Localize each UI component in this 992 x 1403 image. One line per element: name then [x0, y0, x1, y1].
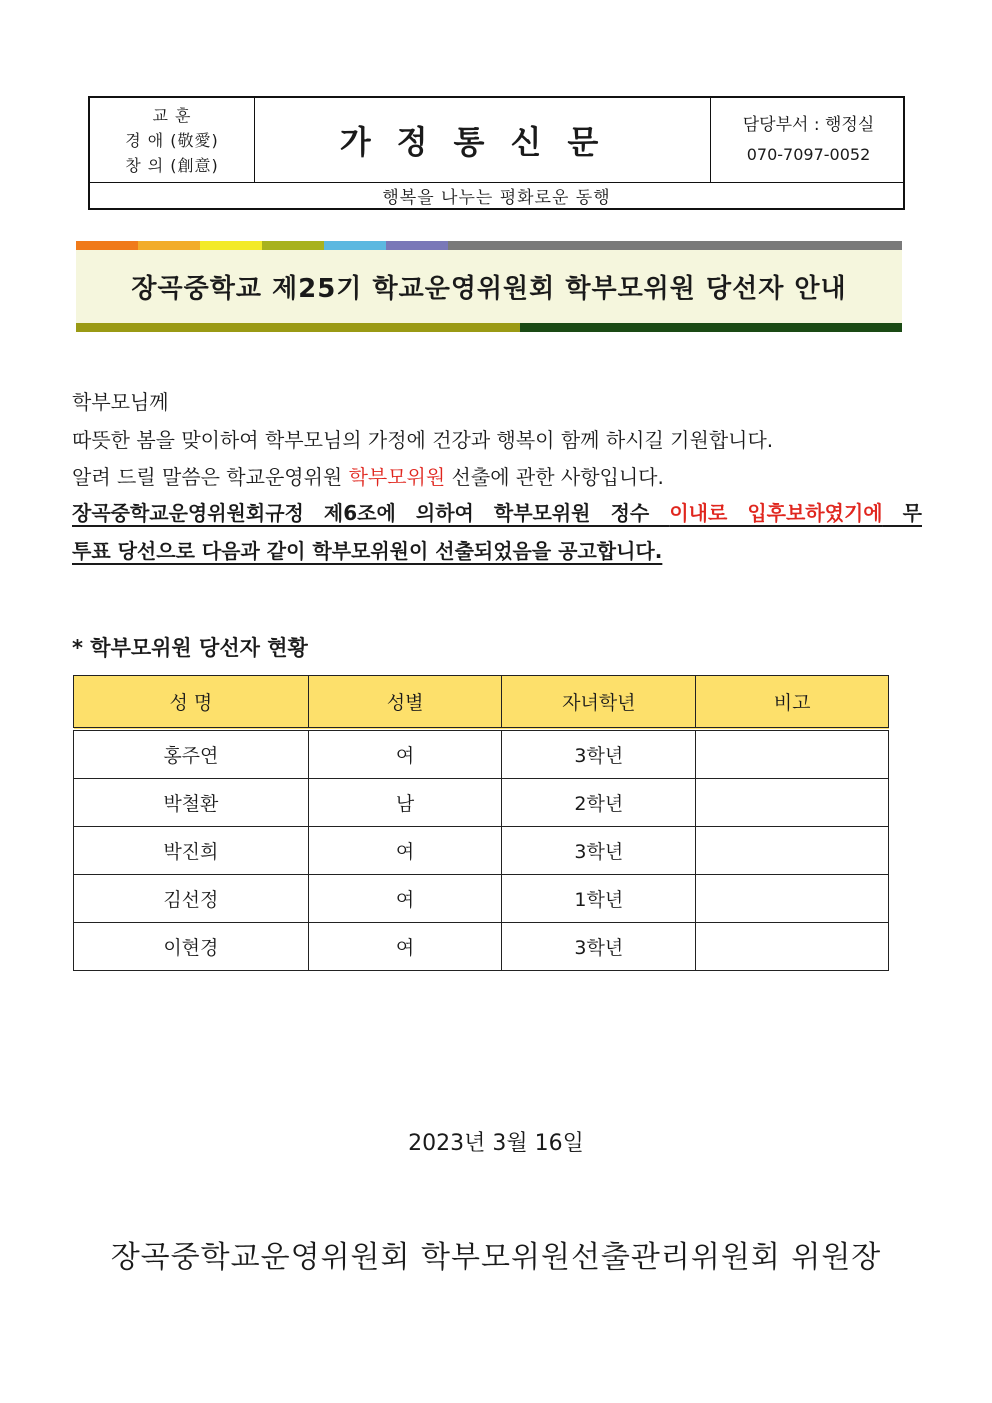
stripe-orange [76, 241, 138, 250]
stripe-yellow [200, 241, 262, 250]
body-line-2-highlight: 학부모위원 [348, 465, 446, 489]
body-line-2 [72, 461, 664, 490]
table-title: * 학부모위원 당선자 현황 [72, 636, 308, 660]
cell-note [696, 923, 889, 971]
cell-note [696, 827, 889, 875]
stripe-purple [386, 241, 448, 250]
table-header-row [74, 676, 889, 730]
body-line-3a: 장곡중학교운영위원회규정 제6조에 의하여 학부모위원 정수 [72, 501, 670, 525]
body-line-3-highlight: 이내로 입후보하였기에 [669, 501, 883, 525]
motto-line-2: 창 의 (創意) [125, 155, 219, 175]
cell-name: 이현경 [74, 923, 309, 971]
cell-note [696, 875, 889, 923]
table-row [74, 779, 889, 827]
cell-grade: 3학년 [502, 729, 696, 779]
cell-name: 박철환 [74, 779, 309, 827]
column-header-gender: 성별 [308, 676, 502, 730]
cell-name: 박진희 [74, 827, 309, 875]
column-header-grade: 자녀학년 [502, 676, 696, 730]
cell-gender: 여 [308, 729, 502, 779]
signer: 장곡중학교운영위원회 학부모위원선출관리위원회 위원장 [110, 1240, 882, 1275]
cell-grade: 3학년 [502, 923, 696, 971]
notice-date: 2023년 3월 16일 [408, 1131, 584, 1156]
department-label: 담당부서 : 행정실 [742, 115, 875, 135]
cell-name: 홍주연 [74, 729, 309, 779]
cell-gender: 남 [308, 779, 502, 827]
motto-line-1: 경 애 (敬愛) [125, 130, 219, 150]
stripe-amber [138, 241, 200, 250]
table-row [74, 875, 889, 923]
newsletter-title: 가정통신문 [339, 123, 625, 161]
cell-note [696, 729, 889, 779]
column-header-note: 비고 [696, 676, 889, 730]
cell-gender: 여 [308, 923, 502, 971]
column-header-name: 성 명 [74, 676, 309, 730]
newsletter-header [88, 96, 905, 210]
underline-green [520, 323, 902, 332]
school-slogan: 행복을 나누는 평화로운 동행 [382, 188, 611, 208]
body-line-3b: 무 [882, 501, 922, 525]
department-phone: 070-7097-0052 [746, 145, 871, 164]
document-title: 장곡중학교 제25기 학교운영위원회 학부모위원 당선자 안내 [76, 250, 902, 323]
title-underline-bar [76, 323, 902, 332]
body-line-3 [72, 497, 922, 526]
cell-grade: 3학년 [502, 827, 696, 875]
color-stripe [76, 241, 902, 250]
stripe-sky [324, 241, 386, 250]
cell-name: 김선정 [74, 875, 309, 923]
stripe-gray [448, 241, 902, 250]
school-motto [90, 98, 255, 182]
body-line-2a: 알려 드릴 말씀은 학교운영위원 [72, 465, 349, 489]
greeting: 학부모님께 [72, 390, 169, 414]
winners-table [73, 675, 889, 971]
cell-note [696, 779, 889, 827]
cell-gender: 여 [308, 875, 502, 923]
underline-olive [76, 323, 520, 332]
department-info [710, 98, 906, 182]
body-line-1: 따뜻한 봄을 맞이하여 학부모님의 가정에 건강과 행복이 함께 하시길 기원합니다. [72, 428, 774, 452]
table-row [74, 729, 889, 779]
cell-grade: 1학년 [502, 875, 696, 923]
body-line-4: 투표 당선으로 다음과 같이 학부모위원이 선출되었음을 공고합니다. [72, 539, 663, 563]
stripe-olive [262, 241, 324, 250]
table-row [74, 827, 889, 875]
cell-gender: 여 [308, 827, 502, 875]
header-top-row [90, 98, 903, 183]
body-line-2b: 선출에 관한 사항입니다. [445, 465, 664, 489]
table-row [74, 923, 889, 971]
motto-label: 교 훈 [152, 105, 192, 125]
cell-grade: 2학년 [502, 779, 696, 827]
